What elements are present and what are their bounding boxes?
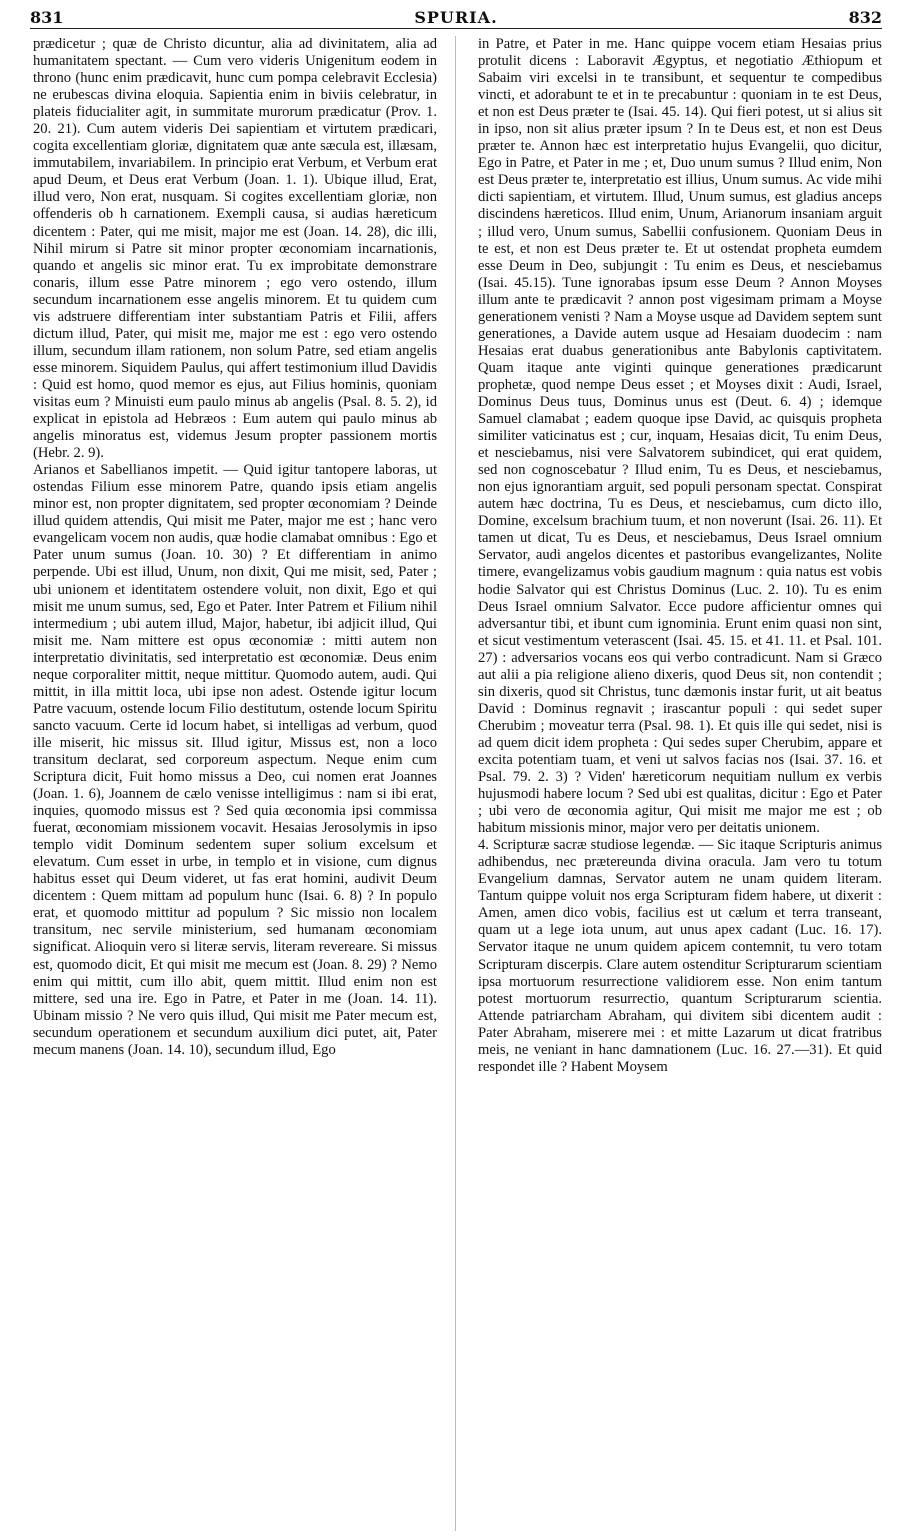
right-column (478, 36, 882, 1076)
running-title: SPURIA. (414, 7, 498, 27)
left-page-number: 831 (30, 7, 64, 27)
left-paragraph-2: Arianos et Sabellianos impetit. — Quid igitur tantopere laboras, ut ostendas Filium esse minorem Patre, quando ipsis etiam angelis minor est, non propter dignitatem, sed propter œconomiam ? Deinde illud quidem attendis, Qui misit me Pater, major me est ; hanc vero evangelicam vocem non audis, quæ hodie clamabat omnibus : Ego et Pater unum sumus (Joan. 10. 30) ? Et differentiam in animo perpende. Ubi est illud, Unum, non dixit, Qui me misit, sed, Pater ; ubi unionem et identitatem ostendere voluit, non dixit, Ego et qui misit me unum sumus, sed, Ego et Pater. Inter Patrem et Filium nihil intermedium ; ubi autem illud, Major, habetur, ibi adjicit illud, Qui misit me. Nam mittere est opus œconomiæ : mitti autem non interpretatio divinitatis, sed interpretatio est œconomiæ. Deus enim neque corporaliter mittit, neque mittitur. Quomodo autem, audi. Qui mittit, in illa mittit loca, ubi ipse non adest. Ostende igitur locum Patre vacuum, ostende locum Filio destitutum, ostende locum Spiritu sancto vacuum. Certe id locum habet, si intelligas ad verbum, quod ille miserit, hic missus sit. Illud igitur, Missus est, non a loco transitum declarat, sed corporeum aspectum. Neque enim cum Scriptura dicit, Fuit homo missus a Deo, cui nomen erat Joannes (Joan. 1. 6), Joannem de cælo venisse intelligimus : nam si ibi erat, inquies, quomodo missus est ? Sed quia œconomia ipsi commissa fuerat, œconomiam missionem vocavit. Hesaias Jerosolymis in ipso templo vidit Dominum sedentem super solium excelsum et elevatum. Cum esset in urbe, in templo et in visione, cum dignus habitus esset qui Deum videret, ut fas erat homini, audivit Deum dicentem : Quem mittam ad populum hunc (Isai. 6. 8) ? In populo erat, et quomodo mittitur ad populum ? Sic missio non localem transitum, nec servile ministerium, sed humanam œconomiam significat. Alioquin vero si literæ servis, literam revereare. Si missus est, quomodo dicit, Et qui misit me mecum est (Joan. 8. 29) ? Nemo enim qui mittit, cum illo abit, quem mittit. Illud enim non est mittere, sed una ire. Ego in Patre, et Pater in me (Joan. 14. 11). Ubinam missio ? Ne vero quis illud, Qui misit me Pater mecum est, secundum operationem et secundum auxilium dici putet, ait, Pater mecum manens (Joan. 14. 10), secundum illud, Ego (33, 462, 437, 1058)
page-header (30, 6, 882, 28)
right-paragraph-1: in Patre, et Pater in me. Hanc quippe vocem etiam Hesaias prius protulit dicens : Laboravit Ægyptus, et negotiatio Æthiopum et Sabaim viri excelsi in te transibunt, et sequentur te compedibus vincti, et adorabunt te et in te precabuntur : quoniam in te est Deus, et non est Deus præter te (Isai. 45. 14). Qui fieri potest, ut si alius sit in ipso, non sit alius præter ipsum ? In te Deus est, et non est Deus præter te. Annon hæc est interpretatio hujus Evangelii, quo dicitur, Ego in Patre, et Pater in me ; et, Duo unum sumus ? Illud enim, Non est Deus præter te, interpretatio est illius, Unum sumus. Ac vide mihi dicti sapientiam, et virtutem. Illud, Unum sumus, est gladius anceps discindens hæreticos. Illud enim, Unum, Arianorum insaniam arguit ; illud vero, Unum sumus, Sabellii confusionem. Quoniam Deus in te est, et non est Deus præter te. Et ut ostendat propheta eumdem esse Deum in Deo, subjungit : Tu enim es Deus, et nesciebamus (Isai. 45.15). Tune ignorabas ipsum esse Deum ? Annon Moyses illum ante te prædicavit ? annon post vigesimam primam a Moyse generationem venisti ? Nam a Moyse usque ad Davidem septem sunt generationes, a Davide autem usque ad Hesaiam duodecim : nam Hesaias erat duabus generationibus ante Babylonis captivitatem. Quam itaque ante viginti quinque generationes prædicarunt prophetæ, quod nempe Deus esset ; et Moyses dixit : Audi, Israel, Dominus Deus tuus, Dominus unus est (Deut. 6. 4) ; idemque Samuel clamabat ; eadem quoque ipse David, ac quisquis propheta similiter vaticinatus est ; cur, inquam, Hesaias dicit, Tu enim Deus, et nesciebamus, nisi vere Salvatorem subindicet, qui erat quidem, sed non cognoscebatur ? Illud enim, Tu es Deus, et nesciebamus, non ejus ignorantiam arguit, sed populi personam spectat. Conspirat autem hæc doctrina, Tu es Deus, et nesciebamus, cum dicto illo, Domine, excelsum brachium tuum, et non noverunt (Isai. 26. 11). Et tamen ut dicat, Tu es Deus, et nesciebamus, Deus Israel omnium Servator, audi angelos dicentes et pastoribus evangelizantes, Nolite timere, evangelizamus vobis gaudium magnum : quia natus est vobis hodie Salvator qui est Christus Dominus (Luc. 2. 10). Tu es enim Deus Israel omnium Salvator. Ecce pudore afficientur omnes qui adversantur tibi, et ibunt cum ignominia. Erunt enim quasi non sint, et sicut vestimentum veterascent (Isai. 45. 15. et 41. 11. et Psal. 101. 27) : adversarios vocans eos qui verbo contradicunt. Nam si Græco aut alii a pia religione alieno dixeris, quod Deus sit, non contendit ; sin dixeris, quod sit Christus, tunc dæmonis instar furit, ut ait beatus David : Dominus regnavit ; irascantur populi : qui sedet super Cherubim ; moveatur terra (Psal. 98. 1). Et quis ille qui sedet, nisi is ad quem dicit idem propheta : Qui sedes super Cherubim, appare et excita potentiam tuam, et veni ut salvos facias nos (Isai. 37. 16. et Psal. 79. 2. 3) ? Viden' hæreticorum nequitiam nullum ex verbis hujusmodi habere locum ? Sed ubi est qualitas, dicitur : Ego et Pater ; ubi vero de œconomia agitur, Qui misit me major me est ; ob habitum missionis minor, major vero per deitatis unionem. (478, 36, 882, 837)
left-column (33, 36, 437, 1059)
right-paragraph-2: 4. Scripturæ sacræ studiose legendæ. — Sic itaque Scripturis animus adhibendus, nec prætereunda divina oracula. Jam vero tu totum Evangelium damnas, Servator autem ne unam quidem literam. Tantum quippe voluit nos erga Scripturam fidem habere, ut dixerit : Amen, amen dico vobis, facilius est ut cælum et terra transeant, quam ut a lege iota unum, aut unus apex cadant (Luc. 16. 17). Servator itaque ne unum quidem apicem contemnit, tu vero totam Scripturam discerpis. Clare autem ostenditur Scripturarum scientiam ipsa mortuorum resurrectione validiorem esse. Non enim tantum potest mortuorum resurrectio, quantum Scripturarum scientia. Attende patriarcham Abraham, qui divitem sibi dicentem audit : Pater Abraham, miserere mei : et mitte Lazarum ut dicat fratribus meis, ne veniant in hanc damnationem (Luc. 16. 27.—31). Et quid respondet ille ? Habent Moysem (478, 837, 882, 1075)
left-paragraph-1: prædicetur ; quæ de Christo dicuntur, alia ad divinitatem, alia ad humanitatem spectant. — Cum vero videris Unigenitum eodem in throno (hunc enim prædicavit, hunc cum pompa celebravit Ecclesia) ne erubescas divina eloquia. Sapientia enim in biviis celebratur, in plateis fiducialiter agit, in summitate murorum prædicatur (Prov. 1. 20. 21). Cum autem videris Dei sapientiam et virtutem prædicari, cogita excellentiam gloriæ, dignitatem quæ ante sæcula est, illæsam, immutabilem, invariabilem. In principio erat Verbum, et Verbum erat apud Deum, et Deus erat Verbum (Joan. 1. 1). Ubique illud, Erat, illud vero, Non erat, nusquam. Si cogites excellentiam gloriæ, non offenderis ob h carnationem. Exempli causa, si audias hæreticum dicentem : Pater, qui me misit, major me est (Joan. 14. 28), dic illi, Nihil mirum si Patre sit minor propter œconomiam incarnationis, quando et angelis sic minor erat. Tu ex improbitate demonstrare conaris, illum esse Patre minorem ; ego vero ostendo, illum secundum incarnationem esse angelis minorem. Et tu quidem cum vis adstruere differentiam inter substantiam Patris et Filii, affers dictum illud, Pater, qui misit me, major me est : ego vero ostendo illum, secundum illam rationem, non solum Patre, sed etiam angelis esse minorem. Siquidem Paulus, qui affert testimonium illud Davidis : Quid est homo, quod memor es ejus, aut Filius hominis, quoniam visitas eum ? Minuisti eum paulo minus ab angelis (Psal. 8. 5. 2), id explicat in epistola ad Hebræos : Eum autem qui paulo minus ab angelis minoratus est, videmus Jesum propter passionem mortis (Hebr. 2. 9). (33, 36, 437, 462)
column-divider (455, 36, 456, 1531)
header-rule (30, 28, 882, 29)
right-page-number: 832 (848, 7, 882, 27)
